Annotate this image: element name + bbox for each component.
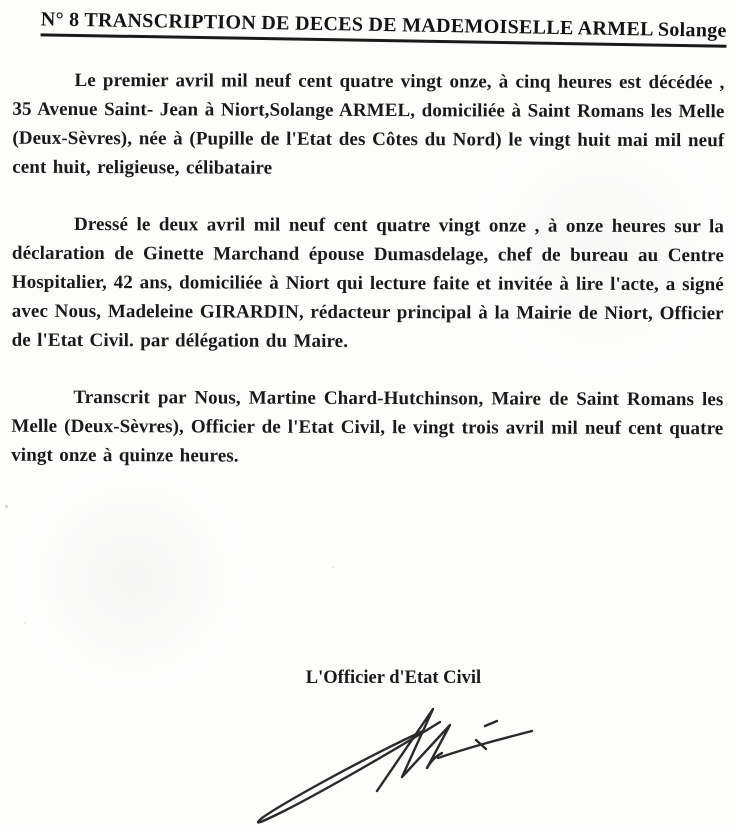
paragraph-declaration: Dressé le deux avril mil neuf cent quatre vingt onze , à onze heures sur la déclaration de Ginette Marchand épouse Dumasdelage, chef de bureau au Centre Hospitalier, 42 ans, domiciliée à Niort qui lecture faite et invitée à lire l'acte, a signé avec Nous, Madeleine GIRARDIN, rédacteur principal à la Mairie de Niort, Officier de l'Etat Civil. par délégation du Maire. (11, 213, 725, 352)
signature-icon (226, 698, 566, 826)
scan-speck (5, 505, 8, 508)
paragraph-transcription: Transcrit par Nous, Martine Chard-Hutchinson, Maire de Saint Romans les Melle (Deux-Sèvres), Officier de l'Etat Civil, le vingt trois avril mil neuf cent quatre vingt onze à quinze heures. (11, 386, 724, 467)
paragraph-death-record: Le premier avril mil neuf cent quatre vingt onze, à cinq heures est décédée , 35 Avenue Saint- Jean à Niort,Solange ARMEL, domiciliée à Saint Romans les Melle (Deux-Sèvres), née à (Pupille de l'Etat des Côtes du Nord) le vingt huit mai mil neuf cent huit, religieuse, célibataire (12, 69, 725, 179)
document-title-row (41, 8, 726, 47)
signatory-label: L'Officier d'Etat Civil (305, 668, 482, 688)
document-title: N° 8 TRANSCRIPTION DE DECES DE MADEMOISELLE ARMEL Solange (41, 8, 727, 47)
scan-speck (24, 622, 26, 624)
handwritten-signature-scrawl (226, 698, 566, 826)
scan-speck (331, 566, 335, 568)
